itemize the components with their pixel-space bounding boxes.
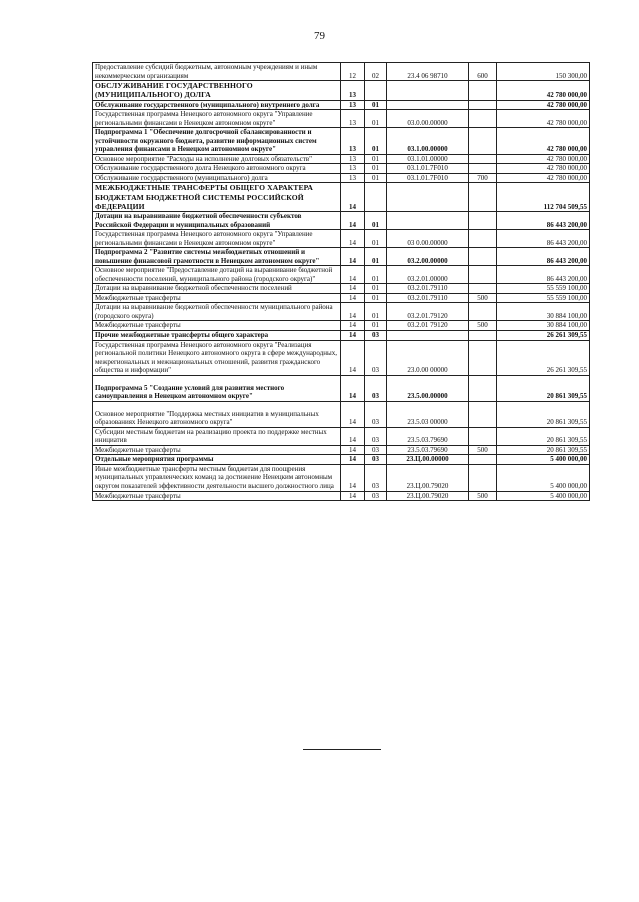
table-row [93, 183, 590, 212]
table-row [93, 266, 590, 284]
budget-row-section: 13 [341, 154, 365, 164]
budget-row-amount: 55 559 100,00 [497, 293, 590, 303]
budget-row-name: Государственная программа Ненецкого автономного округа "Реализация региональной политики Ненецкого автономного округа в сфере международных, межрегиональных и межнациональных отношений, развития гражданского общества и информации" [93, 340, 341, 375]
table-row [93, 164, 590, 174]
budget-row-subsection: 01 [365, 173, 387, 183]
budget-row-expense-type [469, 331, 497, 341]
budget-row-expense-type [469, 401, 497, 427]
budget-row-target-code [387, 331, 469, 341]
table-row [93, 331, 590, 341]
budget-row-subsection: 03 [365, 445, 387, 455]
budget-row-expense-type: 500 [469, 293, 497, 303]
budget-row-subsection: 01 [365, 164, 387, 174]
budget-row-subsection: 03 [365, 331, 387, 341]
budget-row-target-code [387, 183, 469, 212]
budget-row-name: Межбюджетные трансферты [93, 321, 341, 331]
budget-row-subsection: 01 [365, 284, 387, 294]
budget-row-expense-type [469, 375, 497, 401]
budget-row-amount: 20 861 309,55 [497, 401, 590, 427]
budget-row-section: 13 [341, 100, 365, 110]
page-number: 79 [314, 30, 325, 42]
budget-row-target-code: 03.0.00.00000 [387, 110, 469, 128]
budget-row-expense-type [469, 81, 497, 101]
budget-row-name: Подпрограмма 1 "Обеспечение долгосрочной сбалансированности и устойчивости окружного бюджета, развитие информационных систем управления финансами в Ненецком автономном округе" [93, 128, 341, 155]
budget-row-section: 14 [341, 212, 365, 230]
table-row [93, 401, 590, 427]
budget-row-name: Иные межбюджетные трансферты местным бюджетам для поощрения муниципальных управленческих команд за достижение Ненецким автономным округом показателей эффективности деятельности высшего должностного лица [93, 464, 341, 491]
budget-row-target-code: 23.Ц.00.00000 [387, 455, 469, 465]
budget-row-name: Основное мероприятие "Предоставление дотаций на выравнивание бюджетной обеспеченности поселений, муниципального района (городского округа)" [93, 266, 341, 284]
budget-row-section: 14 [341, 340, 365, 375]
budget-row-target-code: 03.1.01.00000 [387, 154, 469, 164]
budget-row-name: Дотации на выравнивание бюджетной обеспеченности поселений [93, 284, 341, 294]
table-row [93, 284, 590, 294]
budget-row-target-code: 03.1.01.7F010 [387, 164, 469, 174]
footer-divider [303, 749, 381, 750]
budget-row-section: 13 [341, 128, 365, 155]
budget-row-amount: 42 780 000,00 [497, 128, 590, 155]
budget-row-expense-type [469, 128, 497, 155]
budget-row-subsection: 01 [365, 110, 387, 128]
budget-row-section: 14 [341, 284, 365, 294]
table-row [93, 248, 590, 266]
budget-row-amount: 55 559 100,00 [497, 284, 590, 294]
budget-row-name: Обслуживание государственного долга Ненецкого автономного округа [93, 164, 341, 174]
table-row [93, 455, 590, 465]
budget-row-section: 14 [341, 293, 365, 303]
budget-row-section: 14 [341, 445, 365, 455]
budget-row-target-code: 03.1.00.00000 [387, 128, 469, 155]
budget-row-section: 13 [341, 81, 365, 101]
budget-row-amount: 42 780 000,00 [497, 81, 590, 101]
budget-row-expense-type [469, 212, 497, 230]
budget-row-target-code: 23.5.00.00000 [387, 375, 469, 401]
budget-row-target-code: 03.2.01.00000 [387, 266, 469, 284]
budget-row-expense-type [469, 455, 497, 465]
budget-row-amount: 42 780 000,00 [497, 110, 590, 128]
budget-row-section: 14 [341, 230, 365, 248]
budget-row-target-code: 03 0.00.00000 [387, 230, 469, 248]
table-row [93, 128, 590, 155]
budget-row-amount: 42 780 000,00 [497, 164, 590, 174]
budget-row-name: Межбюджетные трансферты [93, 445, 341, 455]
budget-row-expense-type [469, 154, 497, 164]
budget-row-amount: 5 400 000,00 [497, 455, 590, 465]
budget-row-name: Обслуживание государственного (муниципального) долга [93, 173, 341, 183]
budget-row-subsection: 01 [365, 100, 387, 110]
table-row [93, 154, 590, 164]
budget-row-subsection: 03 [365, 401, 387, 427]
table-row [93, 445, 590, 455]
table-row [93, 81, 590, 101]
budget-row-section: 14 [341, 303, 365, 321]
budget-row-subsection: 01 [365, 154, 387, 164]
budget-row-section: 14 [341, 464, 365, 491]
budget-row-name: Обслуживание государственного (муниципального) внутреннего долга [93, 100, 341, 110]
budget-row-section: 14 [341, 375, 365, 401]
budget-row-name: Прочие межбюджетные трансферты общего характера [93, 331, 341, 341]
budget-row-section: 14 [341, 183, 365, 212]
budget-row-subsection: 03 [365, 455, 387, 465]
budget-row-section: 14 [341, 248, 365, 266]
budget-row-expense-type: 500 [469, 321, 497, 331]
budget-row-expense-type [469, 183, 497, 212]
budget-row-subsection: 03 [365, 375, 387, 401]
budget-row-name: Подпрограмма 5 "Создание условий для развития местного самоуправления в Ненецком автономном округе" [93, 375, 341, 401]
budget-row-amount: 30 884 100,00 [497, 321, 590, 331]
budget-row-subsection: 01 [365, 212, 387, 230]
budget-row-expense-type [469, 464, 497, 491]
budget-row-subsection: 01 [365, 248, 387, 266]
budget-row-expense-type: 500 [469, 445, 497, 455]
budget-row-name: Предоставление субсидий бюджетным, автономным учреждениям и иным некоммерческим организациям [93, 63, 341, 81]
table-row [93, 427, 590, 445]
budget-row-subsection: 01 [365, 303, 387, 321]
budget-row-subsection: 03 [365, 464, 387, 491]
budget-row-name: МЕЖБЮДЖЕТНЫЕ ТРАНСФЕРТЫ ОБЩЕГО ХАРАКТЕРА БЮДЖЕТАМ БЮДЖЕТНОЙ СИСТЕМЫ РОССИЙСКОЙ ФЕДЕРАЦИИ [93, 183, 341, 212]
budget-row-section: 13 [341, 173, 365, 183]
budget-row-target-code: 23.Ц.00.79020 [387, 464, 469, 491]
budget-row-name: Государственная программа Ненецкого автономного округа "Управление региональными финансами в Ненецком автономном округе" [93, 230, 341, 248]
budget-row-expense-type [469, 266, 497, 284]
budget-row-amount: 42 780 000,00 [497, 100, 590, 110]
budget-row-amount: 5 400 000,00 [497, 464, 590, 491]
table-row [93, 303, 590, 321]
budget-row-section: 12 [341, 63, 365, 81]
budget-row-amount: 112 704 509,55 [497, 183, 590, 212]
budget-row-name: Субсидии местным бюджетам на реализацию проекта по поддержке местных инициатив [93, 427, 341, 445]
budget-row-section: 14 [341, 491, 365, 501]
budget-row-amount: 150 300,00 [497, 63, 590, 81]
budget-row-expense-type [469, 230, 497, 248]
budget-row-target-code: 03.2.01.79120 [387, 303, 469, 321]
budget-row-amount: 20 861 309,55 [497, 445, 590, 455]
budget-row-expense-type: 700 [469, 173, 497, 183]
table-row [93, 63, 590, 81]
table-row [93, 173, 590, 183]
budget-row-expense-type [469, 110, 497, 128]
budget-row-expense-type [469, 340, 497, 375]
budget-row-amount: 86 443 200,00 [497, 248, 590, 266]
budget-row-amount: 20 861 309,55 [497, 375, 590, 401]
budget-row-subsection [365, 183, 387, 212]
budget-row-amount: 26 261 309,55 [497, 331, 590, 341]
budget-row-expense-type [469, 100, 497, 110]
budget-row-subsection: 01 [365, 266, 387, 284]
table-row [93, 340, 590, 375]
budget-row-target-code: 03.1.01.7F010 [387, 173, 469, 183]
budget-row-subsection: 03 [365, 340, 387, 375]
budget-row-subsection: 03 [365, 427, 387, 445]
budget-row-expense-type [469, 248, 497, 266]
table-row [93, 491, 590, 501]
budget-row-name: Государственная программа Ненецкого автономного округа "Управление региональными финансами в Ненецком автономном округе" [93, 110, 341, 128]
budget-row-target-code: 23.5.03 00000 [387, 401, 469, 427]
budget-row-target-code: 23.5.03.79690 [387, 427, 469, 445]
budget-row-name: Основное мероприятие "Поддержка местных инициатив в муниципальных образованиях Ненецкого автономного округа" [93, 401, 341, 427]
budget-row-section: 14 [341, 401, 365, 427]
budget-row-target-code: 03.2.01.79110 [387, 293, 469, 303]
budget-row-name: Основное мероприятие "Расходы на исполнение долговых обязательств" [93, 154, 341, 164]
budget-row-subsection: 01 [365, 128, 387, 155]
budget-row-name: Дотации на выравнивание бюджетной обеспеченности субъектов Российской Федерации и муниципальных образований [93, 212, 341, 230]
budget-row-amount: 42 780 000,00 [497, 173, 590, 183]
budget-row-expense-type [469, 284, 497, 294]
budget-row-expense-type [469, 164, 497, 174]
budget-row-target-code [387, 81, 469, 101]
table-row [93, 321, 590, 331]
budget-table-body [93, 63, 590, 501]
budget-row-section: 14 [341, 266, 365, 284]
budget-row-section: 13 [341, 110, 365, 128]
budget-row-amount: 86 443 200,00 [497, 212, 590, 230]
budget-row-section: 14 [341, 321, 365, 331]
budget-row-target-code: 23.0.00 00000 [387, 340, 469, 375]
budget-row-target-code: 23.Ц.00.79020 [387, 491, 469, 501]
budget-row-section: 13 [341, 164, 365, 174]
budget-row-section: 14 [341, 427, 365, 445]
budget-row-amount: 30 884 100,00 [497, 303, 590, 321]
budget-row-target-code [387, 212, 469, 230]
budget-row-subsection: 03 [365, 491, 387, 501]
budget-row-expense-type: 600 [469, 63, 497, 81]
budget-row-name: Подпрограмма 2 "Развитие системы межбюджетных отношений и повышение финансовой грамотности в Ненецком автономном округе" [93, 248, 341, 266]
table-row [93, 110, 590, 128]
table-row [93, 464, 590, 491]
budget-row-subsection: 01 [365, 230, 387, 248]
budget-row-subsection [365, 81, 387, 101]
budget-row-expense-type [469, 303, 497, 321]
budget-row-name: Отдельные мероприятия программы [93, 455, 341, 465]
table-row [93, 100, 590, 110]
budget-row-amount: 26 261 309,55 [497, 340, 590, 375]
budget-row-name: Дотации на выравнивание бюджетной обеспеченности муниципального района (городского округа) [93, 303, 341, 321]
budget-row-target-code: 23.5.03.79690 [387, 445, 469, 455]
budget-row-amount: 5 400 000,00 [497, 491, 590, 501]
budget-table [92, 62, 590, 501]
budget-row-amount: 42 780 000,00 [497, 154, 590, 164]
budget-row-subsection: 01 [365, 321, 387, 331]
budget-row-subsection: 02 [365, 63, 387, 81]
budget-row-amount: 86 443 200,00 [497, 230, 590, 248]
table-row [93, 293, 590, 303]
budget-row-name: Межбюджетные трансферты [93, 491, 341, 501]
budget-row-subsection: 01 [365, 293, 387, 303]
budget-row-amount: 20 861 309,55 [497, 427, 590, 445]
budget-row-name: Межбюджетные трансферты [93, 293, 341, 303]
table-row [93, 375, 590, 401]
budget-row-amount: 86 443 200,00 [497, 266, 590, 284]
budget-row-target-code [387, 100, 469, 110]
budget-row-section: 14 [341, 455, 365, 465]
budget-row-expense-type [469, 427, 497, 445]
budget-row-expense-type: 500 [469, 491, 497, 501]
table-row [93, 230, 590, 248]
budget-row-section: 14 [341, 331, 365, 341]
budget-row-target-code: 03.2.00.00000 [387, 248, 469, 266]
budget-row-target-code: 23.4 06 98710 [387, 63, 469, 81]
budget-row-name: ОБСЛУЖИВАНИЕ ГОСУДАРСТВЕННОГО (МУНИЦИПАЛЬНОГО) ДОЛГА [93, 81, 341, 101]
table-row [93, 212, 590, 230]
budget-row-target-code: 03.2.01.79110 [387, 284, 469, 294]
budget-row-target-code: 03.2.01 79120 [387, 321, 469, 331]
